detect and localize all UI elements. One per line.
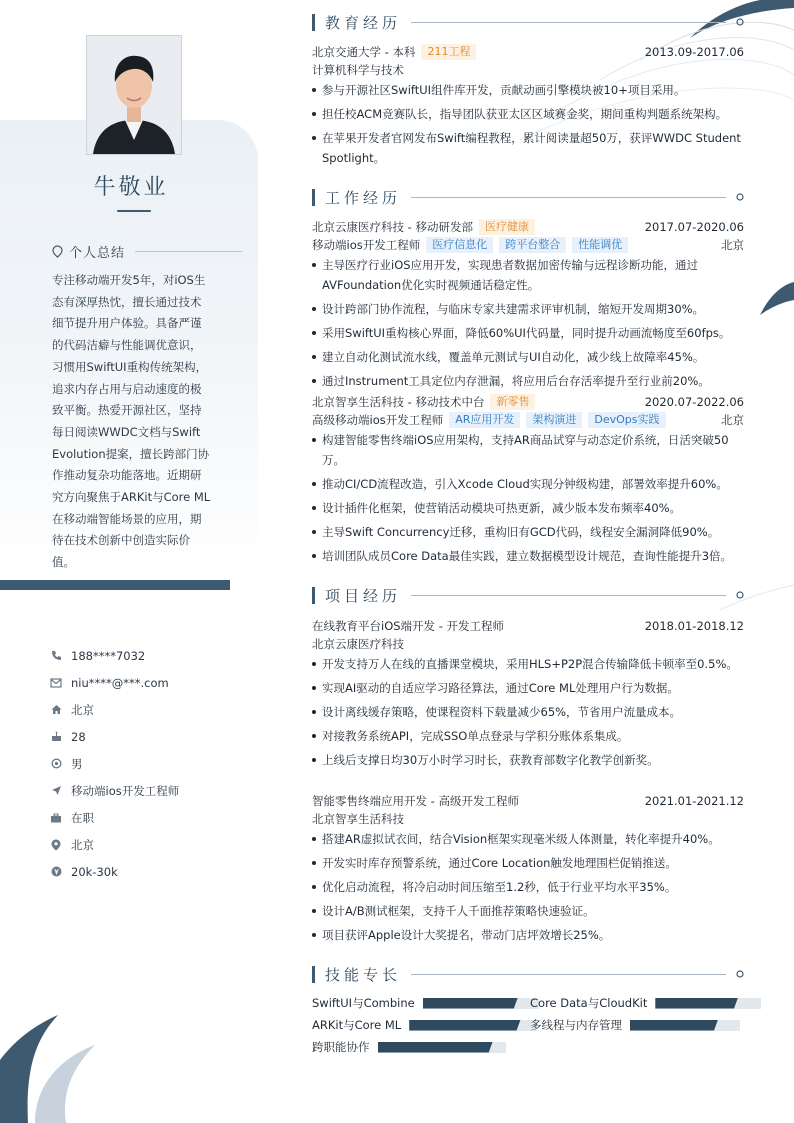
contact-gender-value: 男 xyxy=(71,756,83,771)
work-skill-tag: DevOps实践 xyxy=(588,412,665,428)
skill-bar xyxy=(630,1020,740,1031)
work-block-2 xyxy=(312,393,744,570)
contact-age xyxy=(50,723,250,750)
project-bullets xyxy=(312,829,744,945)
list-item: 参与开源社区SwiftUI组件库开发，贡献动画引擎模块被10+项目采用。 xyxy=(312,80,744,100)
work-bullets xyxy=(312,255,744,391)
skill-item xyxy=(312,1039,506,1055)
diamond-icon xyxy=(736,18,744,26)
contact-city xyxy=(50,831,250,858)
work-bullets xyxy=(312,430,744,566)
contact-home-value: 北京 xyxy=(71,702,94,717)
section-title-projects: 项目经历 xyxy=(325,586,402,605)
education-block xyxy=(312,43,744,172)
diamond-icon xyxy=(736,970,744,978)
home-icon xyxy=(50,704,62,716)
section-title-skills: 技能专长 xyxy=(325,965,402,984)
work-industry-tag: 医疗健康 xyxy=(479,219,535,235)
skill-name: 多线程与内存管理 xyxy=(530,1018,622,1032)
diamond-icon xyxy=(736,591,744,599)
work-skill-tag: 架构演进 xyxy=(526,412,582,428)
project-org: 北京智享生活科技 xyxy=(312,812,404,826)
list-item: 通过Instrument工具定位内存泄漏，将应用后台存活率提升至行业前20%。 xyxy=(312,371,744,391)
contact-position xyxy=(50,777,250,804)
work-role: 高级移动端ios开发工程师 xyxy=(312,413,444,427)
contact-email xyxy=(50,669,250,696)
heading-accent-bar xyxy=(312,966,315,983)
project-block-2 xyxy=(312,792,744,949)
summary-text: 专注移动端开发5年，对iOS生态有深厚热忱，擅长通过技术细节提升用户体验。具备严谨的代码洁癖与性能调优意识，习惯用SwiftUI重构传统架构，追求内存占用与启动速度的极致平衡。热爱开源社区，坚持每日阅读WWDC文档与Swift Evolution提案，擅长跨部门协作推动复杂功能落地。近期研究方向聚焦于ARKit与Core ML在移动端智能场景的应用，期待在技术创新中创造实际价值。 xyxy=(52,273,211,570)
work-role-row xyxy=(312,236,744,254)
list-item: 在苹果开发者官网发布Swift编程教程，累计阅读量超50万，获评WWDC Student Spotlight。 xyxy=(312,128,744,168)
list-item: 设计离线缓存策略，使课程资料下载量减少65%，节省用户流量成本。 xyxy=(312,702,744,722)
list-item: 项目获评Apple设计大奖提名，带动门店坪效增长25%。 xyxy=(312,925,744,945)
heading-divider xyxy=(411,595,726,596)
project-date: 2018.01-2018.12 xyxy=(644,619,744,633)
name-underline xyxy=(117,210,151,212)
list-item: 担任校ACM竞赛队长，指导团队获亚太区区域赛金奖，期间重构判题系统架构。 xyxy=(312,104,744,124)
contact-gender xyxy=(50,750,250,777)
project-title: 在线教育平台iOS端开发 - 开发工程师 xyxy=(312,619,505,633)
education-major: 计算机科学与技术 xyxy=(312,63,404,77)
contact-age-value: 28 xyxy=(71,729,86,744)
education-bullets xyxy=(312,80,744,168)
skill-item xyxy=(312,995,539,1011)
section-heading-projects xyxy=(312,584,744,606)
work-city: 北京 xyxy=(721,238,744,252)
list-item: 采用SwiftUI重构核心界面，降低60%UI代码量，同时提升动画流畅度至60fps。 xyxy=(312,323,744,343)
heading-accent-bar xyxy=(312,189,315,206)
location-icon xyxy=(50,839,62,851)
list-item: 设计A/B测试框架，支持千人千面推荐策略快速验证。 xyxy=(312,901,744,921)
work-skill-tag: 跨平台整合 xyxy=(499,237,566,253)
skill-bar-fill xyxy=(655,998,738,1009)
list-item: 设计跨部门协作流程，与临床专家共建需求评审机制，缩短开发周期30%。 xyxy=(312,299,744,319)
list-item: 实现AI驱动的自适应学习路径算法，通过Core ML处理用户行为数据。 xyxy=(312,678,744,698)
avatar-illustration xyxy=(87,36,181,154)
contact-position-value: 移动端ios开发工程师 xyxy=(71,783,180,798)
skill-name: ARKit与Core ML xyxy=(312,1018,402,1032)
skill-name: 跨职能协作 xyxy=(312,1040,370,1054)
project-header-row xyxy=(312,617,744,635)
list-item: 开发支持万人在线的直播课堂模块，采用HLS+P2P混合传输降低卡顿率至0.5%。 xyxy=(312,654,744,674)
project-title: 智能零售终端应用开发 - 高级开发工程师 xyxy=(312,794,519,808)
location-pin-icon xyxy=(52,245,63,258)
heading-accent-bar xyxy=(312,14,315,31)
project-bullets xyxy=(312,654,744,770)
list-item: 开发实时库存预警系统，通过Core Location触发地理围栏促销推送。 xyxy=(312,853,744,873)
list-item: 设计插件化框架，使营销活动模块可热更新，减少版本发布频率40%。 xyxy=(312,498,744,518)
skill-item xyxy=(530,1017,740,1033)
work-block-1 xyxy=(312,218,744,395)
work-header-row xyxy=(312,218,744,236)
contact-salary-value: 20k-30k xyxy=(71,864,118,879)
skill-bar-fill xyxy=(423,998,518,1009)
diamond-icon xyxy=(736,193,744,201)
profile-photo xyxy=(86,35,182,155)
skill-name: SwiftUI与Combine xyxy=(312,996,415,1010)
skill-bar-fill xyxy=(378,1042,493,1053)
work-skill-tag: 医疗信息化 xyxy=(426,237,493,253)
list-item: 对接教务系统API，完成SSO单点登录与学积分账体系集成。 xyxy=(312,726,744,746)
project-header-row xyxy=(312,792,744,810)
phone-icon xyxy=(50,650,62,662)
contact-email-value: niu****@***.com xyxy=(71,675,169,690)
project-org: 北京云康医疗科技 xyxy=(312,637,404,651)
send-icon xyxy=(50,785,62,797)
section-title-education: 教育经历 xyxy=(325,13,402,32)
skill-bar-fill xyxy=(409,1020,520,1031)
skill-bar xyxy=(378,1042,506,1053)
section-heading-skills xyxy=(312,963,744,985)
profile-name: 牛敬业 xyxy=(93,175,169,200)
contact-status xyxy=(50,804,250,831)
work-role-row xyxy=(312,411,744,429)
list-item: 搭建AR虚拟试衣间，结合Vision框架实现毫米级人体测量，转化率提升40%。 xyxy=(312,829,744,849)
contact-salary xyxy=(50,858,250,885)
heading-divider xyxy=(411,197,726,198)
skill-bar xyxy=(655,998,761,1009)
summary-heading xyxy=(52,242,242,260)
work-company: 北京云康医疗科技 - 移动研发部 xyxy=(312,220,473,234)
work-date: 2017.07-2020.06 xyxy=(644,220,744,234)
cake-icon xyxy=(50,731,62,743)
contact-home xyxy=(50,696,250,723)
skill-item xyxy=(312,1017,537,1033)
work-role: 移动端ios开发工程师 xyxy=(312,238,421,252)
mail-icon xyxy=(50,677,62,689)
heading-divider xyxy=(411,22,726,23)
work-skill-tag: 性能调优 xyxy=(572,237,628,253)
heading-accent-bar xyxy=(312,587,315,604)
project-date: 2021.01-2021.12 xyxy=(644,794,744,808)
contact-list xyxy=(50,642,250,885)
project-block-1 xyxy=(312,617,744,774)
list-item: 上线后支撑日均30万小时学习时长，获教育部数字化教学创新奖。 xyxy=(312,750,744,770)
education-tag: 211工程 xyxy=(421,44,476,60)
work-skill-tag: AR应用开发 xyxy=(449,412,520,428)
list-item: 优化启动流程，将冷启动时间压缩至1.2秒，低于行业平均水平35%。 xyxy=(312,877,744,897)
list-item: 主导医疗行业iOS应用开发，实现患者数据加密传输与远程诊断功能，通过AVFoundation优化实时视频通话稳定性。 xyxy=(312,255,744,295)
education-date: 2013.09-2017.06 xyxy=(644,45,744,59)
work-industry-tag: 新零售 xyxy=(490,394,535,410)
work-header-row xyxy=(312,393,744,411)
skill-bar-fill xyxy=(630,1020,718,1031)
list-item: 构建智能零售终端iOS应用架构，支持AR商品试穿与动态定价系统，日活突破50万。 xyxy=(312,430,744,470)
briefcase-icon xyxy=(50,812,62,824)
section-title-work: 工作经历 xyxy=(325,188,402,207)
section-heading-work xyxy=(312,186,744,208)
work-city: 北京 xyxy=(721,413,744,427)
work-company: 北京智享生活科技 - 移动技术中台 xyxy=(312,395,485,409)
summary-title: 个人总结 xyxy=(69,245,126,261)
skill-item xyxy=(530,995,761,1011)
contact-status-value: 在职 xyxy=(71,810,94,825)
work-date: 2020.07-2022.06 xyxy=(644,395,744,409)
education-header-row xyxy=(312,43,744,61)
skill-bar xyxy=(409,1020,537,1031)
education-school: 北京交通大学 - 本科 xyxy=(312,45,416,59)
money-icon xyxy=(50,866,62,878)
contact-city-value: 北京 xyxy=(71,837,94,852)
list-item: 建立自动化测试流水线，覆盖单元测试与UI自动化，减少线上故障率45%。 xyxy=(312,347,744,367)
list-item: 培训团队成员Core Data最佳实践，建立数据模型设计规范，查询性能提升3倍。 xyxy=(312,546,744,566)
contact-phone-value: 188****7032 xyxy=(71,648,146,663)
heading-divider xyxy=(411,974,726,975)
gender-icon xyxy=(50,758,62,770)
contact-phone xyxy=(50,642,250,669)
list-item: 推动CI/CD流程改造，引入Xcode Cloud实现分钟级构建，部署效率提升60%。 xyxy=(312,474,744,494)
section-heading-education xyxy=(312,11,744,33)
summary-divider xyxy=(135,251,242,252)
skill-name: Core Data与CloudKit xyxy=(530,996,648,1010)
skill-bar xyxy=(423,998,539,1009)
list-item: 主导Swift Concurrency迁移，重构旧有GCD代码，线程安全漏洞降低90%。 xyxy=(312,522,744,542)
